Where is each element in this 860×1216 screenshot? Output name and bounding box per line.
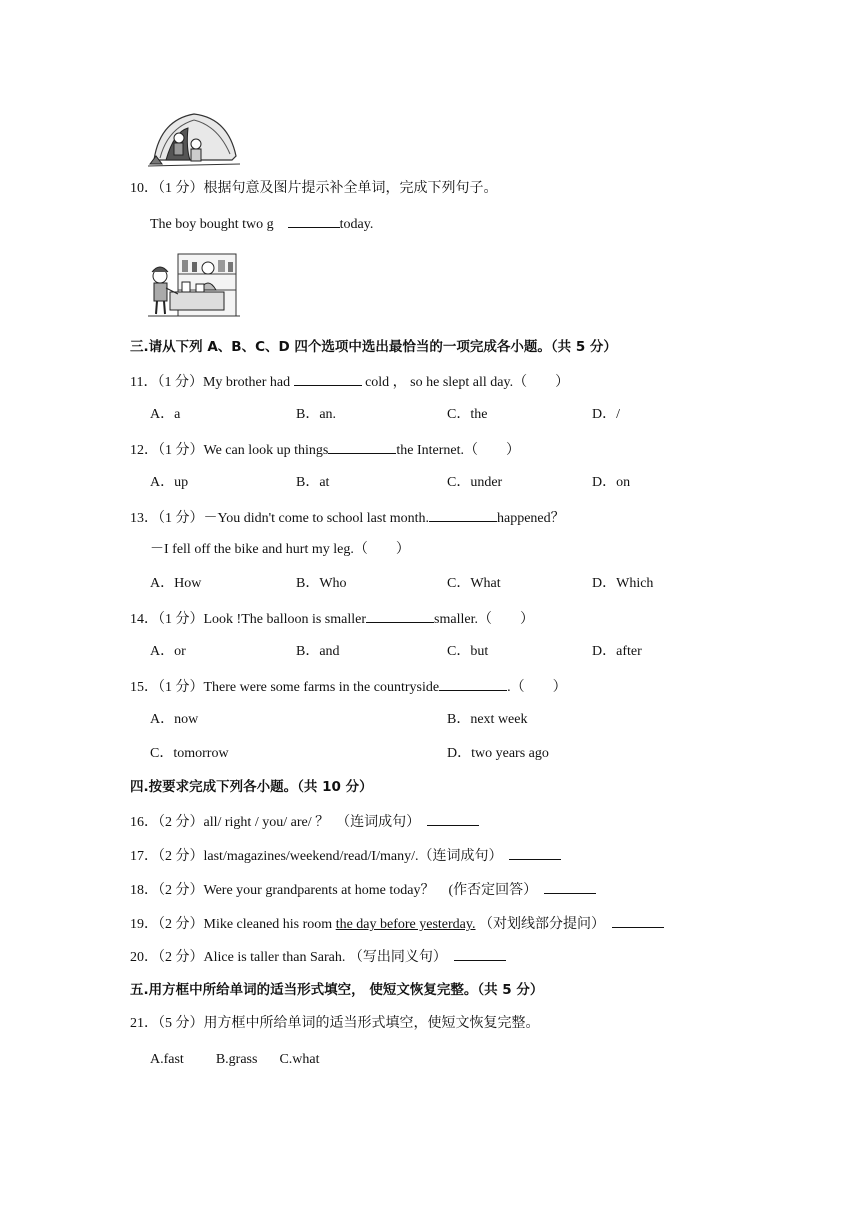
question-17 [130,846,561,866]
question-20 [130,947,506,967]
question-text: There were some farms in the countryside [203,680,440,695]
question-text: last/magazines/weekend/read/I/many/.（连词成句） [203,849,503,864]
answer-blank[interactable] [429,508,497,522]
option-a[interactable]: A．up [150,475,189,490]
answer-blank[interactable] [427,812,479,826]
option-c[interactable]: C．but [447,644,489,659]
underlined-phrase: the day before yesterday. [335,917,476,932]
word-option: A.fast [150,1052,184,1067]
option-c[interactable]: C．the [447,407,488,422]
option-d[interactable]: D．/ [592,407,620,422]
question-score: （2 分） [158,950,204,965]
option-d[interactable]: D．after [592,644,642,659]
question-number: 15． [130,680,158,695]
question-number: 21． [130,1016,158,1031]
question-14 [130,609,534,629]
question-number: 12． [130,443,158,458]
question-score: （2 分） [158,917,204,932]
question-text: happened？ [497,511,565,526]
sentence-text: The boy bought two g [150,217,274,232]
question-16 [130,812,479,832]
option-a[interactable]: A．or [150,644,186,659]
question-text: Alice is taller than Sarah. （写出同义句） [203,950,447,965]
question-score: （5 分） [158,1016,204,1031]
question-number: 14． [130,612,158,627]
question-text: －You didn't come to school last month. [203,511,429,526]
option-d[interactable]: D．Which [592,576,654,591]
answer-blank[interactable] [612,914,664,928]
tent-illustration [146,108,242,170]
question-score: （2 分） [158,815,204,830]
question-10-sentence [150,214,373,234]
answer-blank[interactable] [544,880,596,894]
question-13 [130,508,565,528]
question-score: （1 分） [157,375,203,390]
question-text: smaller.（ ） [434,612,534,627]
question-text: 用方框中所给单词的适当形式填空，使短文恢复完整。 [203,1016,540,1031]
question-number: 16． [130,815,158,830]
option-c[interactable]: C．What [447,576,501,591]
word-option: C.what [279,1052,320,1067]
word-box [150,1051,320,1069]
question-text: My brother had [202,375,294,390]
option-b[interactable]: B．next week [447,712,528,727]
question-text: all/ right / you/ are/ ？ （连词成句） [203,815,421,830]
question-text: cold ， so he slept all day.（ ） [361,375,570,390]
section-3-title: 三.请从下列 A、B、C、D 四个选项中选出最恰当的一项完成各小题。（共 5 分） [130,339,617,355]
question-10 [130,180,498,198]
question-text: We can look up things [203,443,329,458]
answer-blank[interactable] [439,677,507,691]
answer-blank[interactable] [366,609,434,623]
question-score: （2 分） [158,883,204,898]
option-b[interactable]: B．and [296,644,340,659]
question-number: 17． [130,849,158,864]
option-b[interactable]: B．Who [296,576,347,591]
question-number: 11． [130,375,158,390]
question-number: 18． [130,883,158,898]
option-b[interactable]: B．an. [296,407,337,422]
question-19 [130,914,664,934]
section-5-title: 五.用方框中所给单词的适当形式填空， 使短文恢复完整。（共 5 分） [130,982,544,998]
question-13-reply: －I fell off the bike and hurt my leg.（ ） [150,542,410,557]
answer-blank[interactable] [509,846,561,860]
section-4-title: 四.按要求完成下列各小题。（共 10 分） [130,779,373,795]
question-score: （1 分） [158,680,204,695]
question-score: （1 分） [158,443,204,458]
question-number: 10． [130,181,158,196]
option-a[interactable]: A．How [150,576,202,591]
option-a[interactable]: A．a [150,407,181,422]
option-a[interactable]: A．now [150,712,199,727]
answer-blank[interactable] [328,440,396,454]
sentence-text: today. [339,217,374,232]
question-12 [130,440,520,460]
answer-blank[interactable] [454,947,506,961]
question-text: （对划线部分提问） [479,917,605,932]
question-score: （1 分） [158,612,204,627]
question-11 [130,372,569,392]
question-number: 13． [130,511,158,526]
question-score: （1 分） [158,181,204,196]
question-score: （1 分） [158,511,204,526]
answer-blank[interactable] [294,372,362,386]
question-score: （2 分） [158,849,204,864]
question-instruction: 根据句意及图片提示补全单词，完成下列句子。 [203,181,498,196]
question-number: 20． [130,950,158,965]
question-21 [130,1015,540,1033]
option-c[interactable]: C．tomorrow [150,746,229,761]
option-c[interactable]: C．under [447,475,503,490]
option-d[interactable]: D．two years ago [447,746,549,761]
question-15 [130,677,567,697]
shop-illustration [148,250,240,322]
answer-blank[interactable] [288,214,340,228]
question-text: the Internet.（ ） [396,443,520,458]
question-text: Were your grandparents at home today？ (作否定回答） [203,883,538,898]
question-text: Look !The balloon is smaller [203,612,367,627]
option-b[interactable]: B．at [296,475,330,490]
question-number: 19． [130,917,158,932]
word-option: B.grass [215,1052,258,1067]
option-d[interactable]: D．on [592,475,631,490]
question-18 [130,880,596,900]
question-text: Mike cleaned his room [203,917,336,932]
question-text: .（ ） [507,680,567,695]
